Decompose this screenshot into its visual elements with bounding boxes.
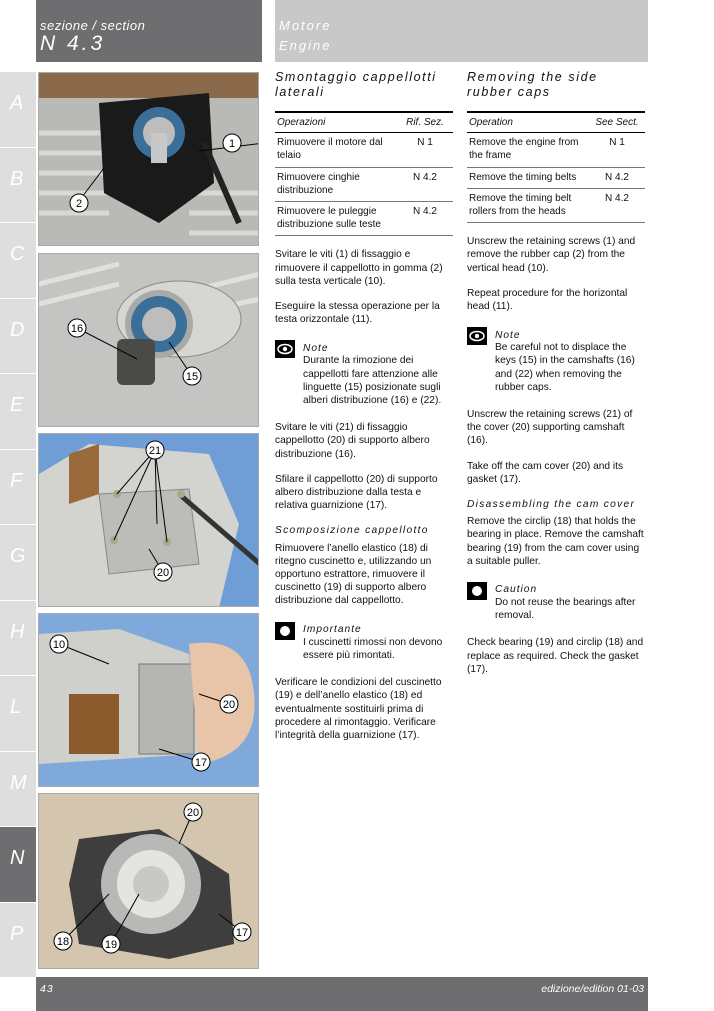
tab-b[interactable]: B bbox=[0, 148, 36, 224]
table-cell: N 4.2 bbox=[397, 202, 453, 236]
table-row bbox=[467, 167, 645, 188]
paragraph: Check bearing (19) and circlip (18) and replace as required. Check the gasket (17). bbox=[467, 637, 644, 675]
note-block bbox=[467, 325, 645, 394]
paragraph: Unscrew the retaining screws (21) of the cover (20) supporting camshaft (16). bbox=[467, 409, 633, 447]
important-text: I cuscinetti rimossi non devono essere più rimontati. bbox=[303, 636, 443, 661]
chapter-title-en: Engine bbox=[279, 38, 332, 53]
table-row bbox=[275, 202, 453, 236]
chapter-title-it: Motore bbox=[279, 18, 332, 33]
callout-20: 20 bbox=[156, 567, 170, 579]
note-label: Note bbox=[495, 329, 521, 341]
english-subtitle: Disassembling the cam cover bbox=[467, 499, 636, 511]
eye-icon bbox=[275, 340, 295, 358]
table-cell: N 4.2 bbox=[397, 167, 453, 201]
english-operations-table bbox=[467, 111, 645, 223]
warning-dot-icon bbox=[467, 582, 487, 600]
paragraph: Sfilare il cappellotto (20) di supporto albero distribuzione dalla testa e relativa guarnizione (17). bbox=[275, 473, 438, 512]
tab-d[interactable]: D bbox=[0, 299, 36, 375]
callout-10: 10 bbox=[52, 639, 66, 651]
paragraph: Remove the circlip (18) that holds the bearing in place. Remove the camshaft bearing (19) from the cam cover using a suitable puller. bbox=[467, 516, 644, 567]
table-cell: Remove the timing belt rollers from the heads bbox=[467, 188, 589, 222]
note-text: Be careful not to displace the keys (15) in the camshafts (16) and (22) when removing the rubber caps. bbox=[495, 342, 635, 393]
table-row bbox=[275, 167, 453, 201]
photo-vertical-head-cap bbox=[38, 72, 259, 246]
callout-16: 16 bbox=[70, 323, 84, 335]
callout-20: 20 bbox=[222, 699, 236, 711]
table-cell: N 4.2 bbox=[589, 167, 645, 188]
photo-cap-screws bbox=[38, 433, 259, 607]
note-text: Durante la rimozione dei cappellotti fare attenzione alle linguette (15) posizionate sugli alberi distribuzione (16) e (22). bbox=[303, 355, 442, 407]
italian-title: Smontaggio cappellotti laterali bbox=[275, 70, 437, 99]
callout-18: 18 bbox=[56, 936, 70, 948]
paragraph: Svitare le viti (21) di fissaggio cappellotto (20) di supporto albero distribuzione (16). bbox=[275, 422, 430, 460]
warning-dot-icon bbox=[275, 622, 295, 640]
tab-m[interactable]: M bbox=[0, 752, 36, 828]
caution-label: Caution bbox=[495, 584, 538, 596]
eye-icon bbox=[467, 327, 487, 345]
important-label: Importante bbox=[303, 624, 362, 636]
tab-a[interactable]: A bbox=[0, 72, 36, 148]
callout-20: 20 bbox=[186, 807, 200, 819]
table-cell: Rimuovere cinghie distribuzione bbox=[275, 167, 397, 201]
photo-remove-cover bbox=[38, 613, 259, 787]
tab-f[interactable]: F bbox=[0, 450, 36, 526]
table-header: Operazioni bbox=[275, 112, 397, 133]
tab-p[interactable]: P bbox=[0, 903, 36, 979]
paragraph: Svitare le viti (1) di fissaggio e rimuovere il cappellotto in gomma (2) sulla testa verticale (10). bbox=[275, 249, 443, 287]
callout-15: 15 bbox=[185, 371, 199, 383]
table-cell: Remove the timing belts bbox=[467, 167, 589, 188]
photo-camshaft-keys bbox=[38, 253, 259, 427]
chapter-header bbox=[275, 0, 648, 62]
paragraph: Repeat procedure for the horizontal head (11). bbox=[467, 287, 628, 313]
photo-cover-disassembly bbox=[38, 793, 259, 969]
tab-l[interactable]: L bbox=[0, 676, 36, 752]
paragraph: Take off the cam cover (20) and its gasket (17). bbox=[467, 460, 624, 485]
tab-g[interactable]: G bbox=[0, 525, 36, 601]
paragraph: Rimuovere l’anello elastico (18) di ritegno cuscinetto e, utilizzando un opportuno estrattore, rimuovere il cuscinetto (19) di supporto albero distribuzione dal cappellotto. bbox=[275, 542, 432, 607]
tab-n[interactable]: N bbox=[0, 827, 36, 903]
table-row bbox=[467, 133, 645, 167]
table-cell: N 1 bbox=[589, 133, 645, 167]
paragraph: Eseguire la stessa operazione per la testa orizzontale (11). bbox=[275, 301, 440, 326]
section-header bbox=[36, 0, 262, 62]
table-header: See Sect. bbox=[589, 112, 645, 133]
italian-column bbox=[275, 70, 453, 754]
italian-operations-table bbox=[275, 111, 453, 236]
table-cell: N 4.2 bbox=[589, 188, 645, 222]
table-header: Rif. Sez. bbox=[397, 112, 453, 133]
callout-2: 2 bbox=[75, 198, 83, 210]
table-row bbox=[275, 133, 453, 167]
page-footer bbox=[36, 977, 648, 1011]
tab-c[interactable]: C bbox=[0, 223, 36, 299]
section-label: sezione / section bbox=[40, 18, 146, 33]
table-cell: Remove the engine from the frame bbox=[467, 133, 589, 167]
callout-1: 1 bbox=[228, 138, 236, 150]
paragraph: Verificare le condizioni del cuscinetto (19) e dell’anello elastico (18) ed eventualmente sostituirli prima di procedere al rimontaggio. Verificare l’integrità della guarnizione (17). bbox=[275, 677, 442, 741]
callout-19: 19 bbox=[104, 939, 118, 951]
note-block bbox=[275, 338, 453, 407]
callout-17: 17 bbox=[235, 927, 249, 939]
page-number: 43 bbox=[40, 983, 54, 995]
table-cell: Rimuovere le puleggie distribuzione sulle teste bbox=[275, 202, 397, 236]
caution-text: Do not reuse the bearings after removal. bbox=[495, 597, 636, 622]
english-title: Removing the side rubber caps bbox=[467, 70, 598, 99]
english-column bbox=[467, 70, 645, 688]
tab-e[interactable]: E bbox=[0, 374, 36, 450]
paragraph: Unscrew the retaining screws (1) and remove the rubber cap (2) from the vertical head (10). bbox=[467, 236, 636, 274]
edition-label: edizione/edition 01-03 bbox=[541, 983, 644, 995]
table-cell: Rimuovere il motore dal telaio bbox=[275, 133, 397, 167]
callout-17: 17 bbox=[194, 757, 208, 769]
section-tabs bbox=[0, 72, 36, 978]
note-label: Note bbox=[303, 342, 329, 354]
table-header: Operation bbox=[467, 112, 589, 133]
italian-subtitle: Scomposizione cappellotto bbox=[275, 525, 429, 537]
callout-21: 21 bbox=[148, 445, 162, 457]
tab-h[interactable]: H bbox=[0, 601, 36, 677]
important-block bbox=[275, 620, 453, 662]
table-cell: N 1 bbox=[397, 133, 453, 167]
table-row bbox=[467, 188, 645, 222]
caution-block bbox=[467, 580, 645, 622]
section-number: N 4.3 bbox=[40, 32, 106, 55]
